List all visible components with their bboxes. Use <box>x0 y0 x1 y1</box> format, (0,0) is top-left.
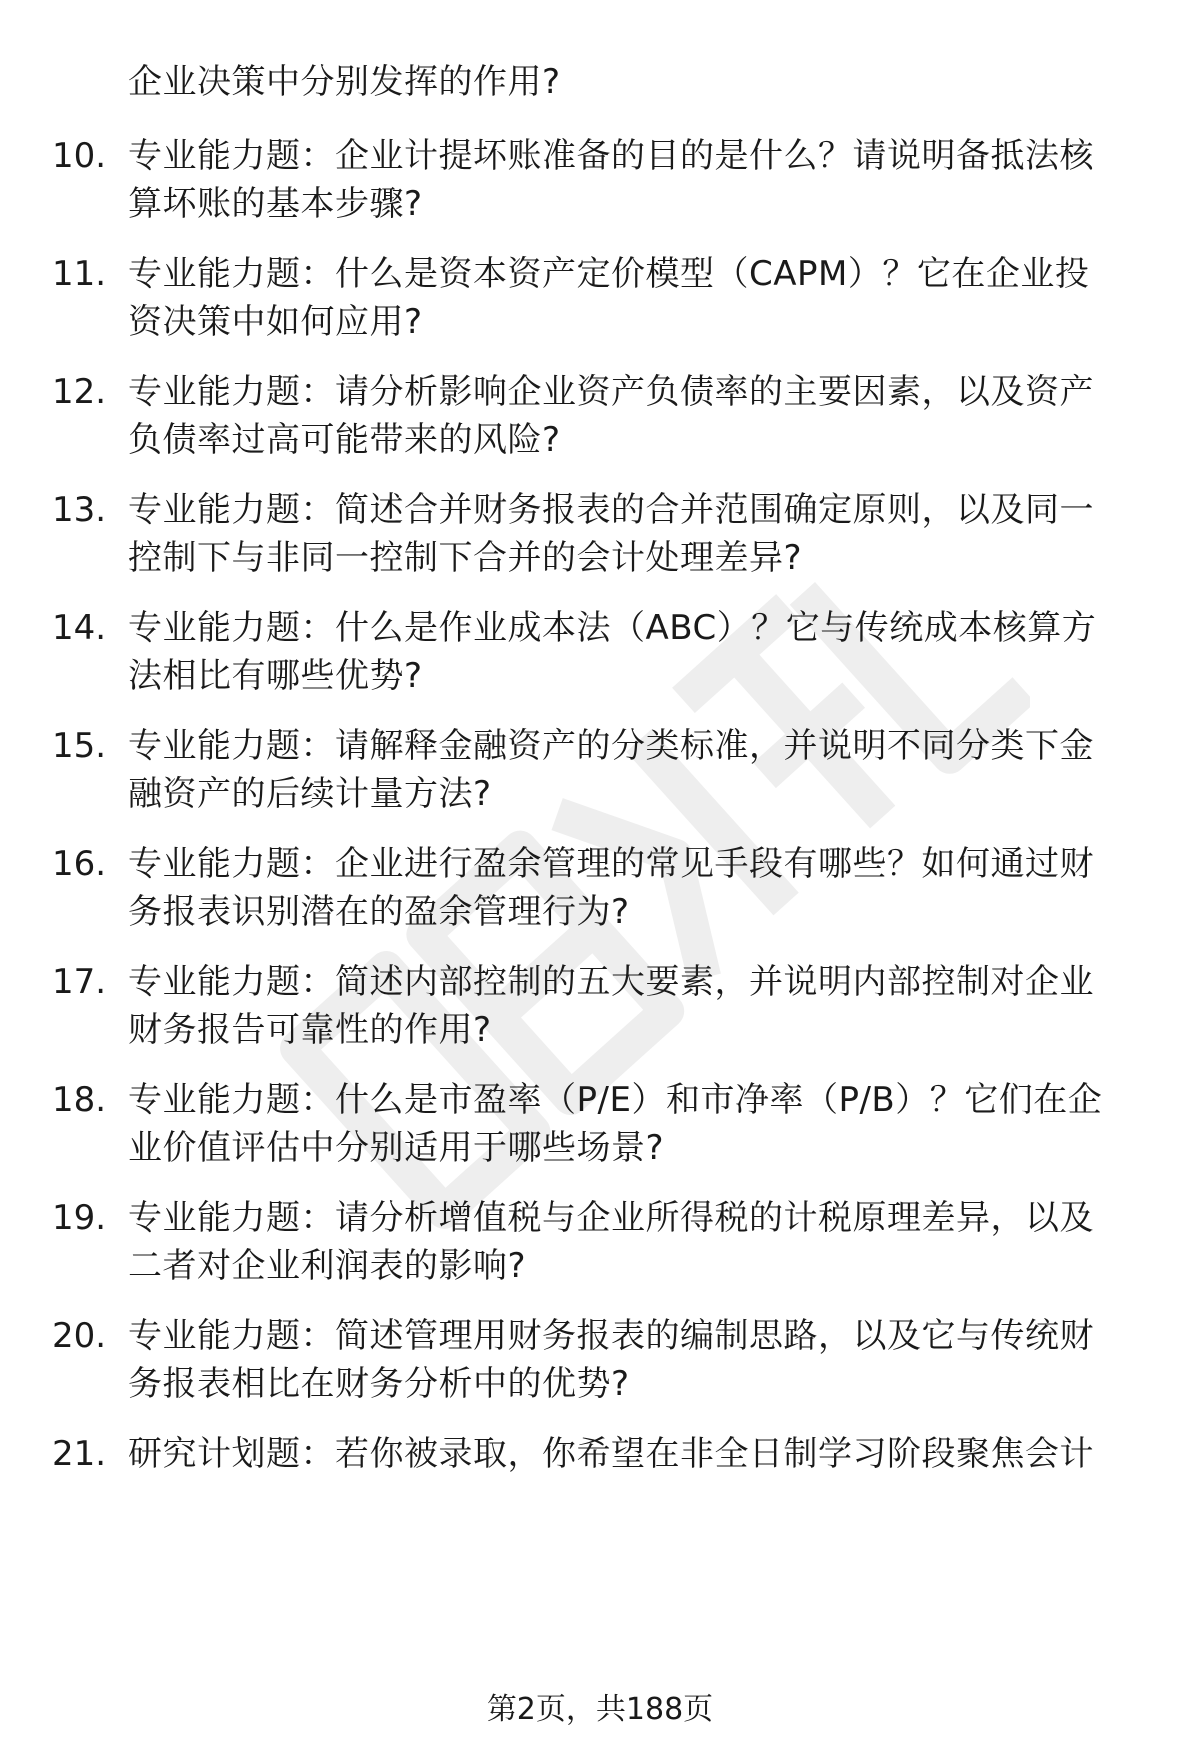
question-text-line-2: 务报表识别潜在的盈余管理行为? <box>128 892 630 932</box>
question-text-line-1: 专业能力题：简述内部控制的五大要素，并说明内部控制对企业 <box>128 962 1094 1002</box>
question-number: 15. <box>52 726 107 766</box>
question-number: 11. <box>52 254 107 294</box>
question-number: 21. <box>52 1434 107 1474</box>
question-text-line-2: 融资产的后续计量方法? <box>128 774 492 814</box>
question-text-line-1: 专业能力题：企业计提坏账准备的目的是什么？请说明备抵法核 <box>128 136 1094 176</box>
question-text-line-2: 法相比有哪些优势? <box>128 656 423 696</box>
question-text-line-2: 财务报告可靠性的作用? <box>128 1010 492 1050</box>
question-text-line-2: 负债率过高可能带来的风险? <box>128 420 561 460</box>
question-text-line-2: 务报表相比在财务分析中的优势? <box>128 1364 630 1404</box>
question-number: 20. <box>52 1316 107 1356</box>
question-text-line-1: 专业能力题：什么是作业成本法（ABC）？它与传统成本核算方 <box>128 608 1097 648</box>
question-text-line-1: 专业能力题：请解释金融资产的分类标准，并说明不同分类下金 <box>128 726 1094 766</box>
question-text-line-2: 业价值评估中分别适用于哪些场景? <box>128 1128 665 1168</box>
question-text-line-2: 资决策中如何应用? <box>128 302 423 342</box>
question-text-line-1: 专业能力题：简述管理用财务报表的编制思路，以及它与传统财 <box>128 1316 1094 1356</box>
question-number: 14. <box>52 608 107 648</box>
question-number: 17. <box>52 962 107 1002</box>
question-text-line-1: 专业能力题：什么是资本资产定价模型（CAPM）？它在企业投 <box>128 254 1090 294</box>
question-text-line-2: 控制下与非同一控制下合并的会计处理差异? <box>128 538 803 578</box>
page-footer: 第2页，共188页 <box>486 1692 714 1727</box>
question-number: 12. <box>52 372 107 412</box>
continued-question-text: 企业决策中分别发挥的作用? <box>128 62 561 102</box>
question-text-line-2: 算坏账的基本步骤? <box>128 184 423 224</box>
question-text-line-1: 专业能力题：简述合并财务报表的合并范围确定原则，以及同一 <box>128 490 1094 530</box>
question-text-line-1: 专业能力题：企业进行盈余管理的常见手段有哪些？如何通过财 <box>128 844 1094 884</box>
question-text-line-1: 专业能力题：什么是市盈率（P/E）和市净率（P/B）？它们在企 <box>128 1080 1103 1120</box>
question-number: 19. <box>52 1198 107 1238</box>
question-text-line-2: 二者对企业利润表的影响? <box>128 1246 527 1286</box>
question-text-line-1: 研究计划题：若你被录取，你希望在非全日制学习阶段聚焦会计 <box>128 1434 1094 1474</box>
question-number: 13. <box>52 490 107 530</box>
question-text-line-1: 专业能力题：请分析影响企业资产负债率的主要因素，以及资产 <box>128 372 1094 412</box>
question-number: 18. <box>52 1080 107 1120</box>
question-number: 10. <box>52 136 107 176</box>
question-number: 16. <box>52 844 107 884</box>
question-text-line-1: 专业能力题：请分析增值税与企业所得税的计税原理差异，以及 <box>128 1198 1094 1238</box>
